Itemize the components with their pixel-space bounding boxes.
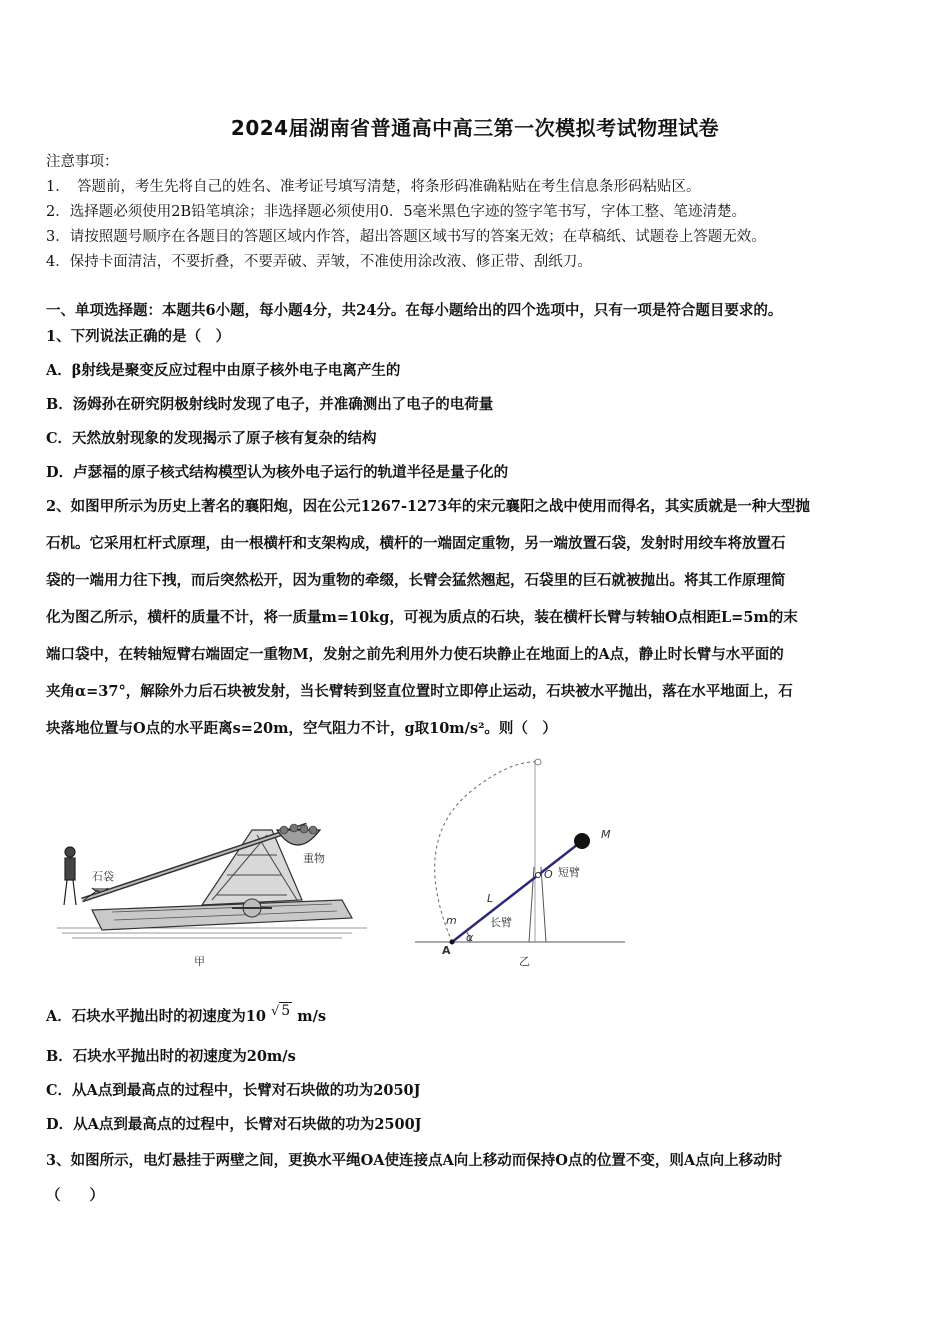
notice-item-1: 1． 答题前，考生先将自己的姓名、准考证号填写清楚，将条形码准确粘贴在考生信息条形码粘贴区。 — [46, 179, 701, 195]
figure-caption-jia: 甲 — [194, 955, 205, 968]
q2-option-b: B．石块水平抛出时的初速度为20m/s — [46, 1048, 296, 1065]
q2-line-5: 端口袋中，在转轴短臂右端固定一重物M，发射之前先利用外力使石块静止在地面上的A点，静止时长臂与水平面的 — [46, 646, 784, 663]
q1-stem: 1、下列说法正确的是（ ） — [46, 328, 231, 345]
notice-heading: 注意事项： — [46, 154, 119, 170]
q1-option-c: C．天然放射现象的发现揭示了原子核有复杂的结构 — [46, 430, 377, 447]
q2-line-6: 夹角α=37°，解除外力后石块被发射，当长臂转到竖直位置时立即停止运动，石块被水平抛出，落在水平地面上，石 — [46, 683, 793, 700]
q2-option-a-text: A．石块水平抛出时的初速度为10 — [46, 1008, 266, 1025]
page-title: 2024届湖南省普通高中高三第一次模拟考试物理试卷 — [230, 116, 720, 140]
q1-option-d: D．卢瑟福的原子核式结构模型认为核外电子运行的轨道半径是量子化的 — [46, 464, 509, 481]
lever-schematic-diagram — [410, 752, 635, 964]
label-M: M — [601, 828, 611, 841]
label-m: m — [446, 914, 457, 927]
sqrt-radicand: 5 — [281, 1003, 291, 1019]
q2-line-2: 石机。它采用杠杆式原理，由一根横杆和支架构成，横杆的一端固定重物，另一端放置石袋，发射时用绞车将放置石 — [46, 535, 786, 552]
figure-caption-yi: 乙 — [519, 955, 530, 968]
q2-option-c: C．从A点到最高点的过程中，长臂对石块做的功为2050J — [46, 1082, 421, 1099]
label-short-arm: 短臂 — [558, 866, 580, 879]
notice-item-4: 4．保持卡面清洁，不要折叠，不要弄破、弄皱，不准使用涂改液、修正带、刮纸刀。 — [46, 254, 592, 270]
label-stone-bag: 石袋 — [92, 870, 114, 883]
label-weight: 重物 — [303, 852, 325, 865]
label-L: L — [487, 892, 494, 905]
q2-line-3: 袋的一端用力往下拽，而后突然松开，因为重物的牵缀，长臂会猛然翘起，石袋里的巨石就被抛出。将其工作原理简 — [46, 572, 786, 589]
label-O: O — [544, 868, 553, 881]
q1-option-b: B．汤姆孙在研究阴极射线时发现了电子，并准确测出了电子的电荷量 — [46, 396, 494, 413]
label-alpha: α — [466, 931, 474, 944]
sqrt-expression: √ 5 — [271, 1003, 291, 1019]
label-A: A — [442, 944, 451, 957]
notice-item-3: 3．请按照题号顺序在各题目的答题区域内作答，超出答题区域书写的答案无效；在草稿纸、试题卷上答题无效。 — [46, 229, 766, 245]
q1-option-a: A．β射线是聚变反应过程中由原子核外电子电离产生的 — [46, 362, 401, 379]
q2-line-7: 块落地位置与O点的水平距离s=20m，空气阻力不计，g取10m/s²。则（ ） — [46, 720, 557, 737]
q3-line-2: （ ） — [46, 1187, 104, 1204]
q2-option-a-unit: m/s — [297, 1008, 327, 1025]
section-heading: 一、单项选择题：本题共6小题，每小题4分，共24分。在每小题给出的四个选项中，只有一项是符合题目要求的。 — [46, 302, 783, 319]
notice-item-2: 2．选择题必须使用2B铅笔填涂；非选择题必须使用0．5毫米黑色字迹的签字笔书写，字体工整、笔迹清楚。 — [46, 204, 747, 220]
q2-option-a — [46, 1001, 906, 1027]
q3-line-1: 3、如图所示，电灯悬挂于两壁之间，更换水平绳OA使连接点A向上移动而保持O点的位置不变，则A点向上移动时 — [46, 1152, 783, 1169]
q2-option-d: D．从A点到最高点的过程中，长臂对石块做的功为2500J — [46, 1116, 422, 1133]
q2-line-4: 化为图乙所示，横杆的质量不计，将一质量m=10kg，可视为质点的石块，装在横杆长臂与转轴O点相距L=5m的末 — [46, 609, 798, 626]
q2-line-1: 2、如图甲所示为历史上著名的襄阳炮，因在公元1267-1273年的宋元襄阳之战中使用而得名，其实质就是一种大型抛 — [46, 498, 810, 515]
label-long-arm: 长臂 — [490, 916, 512, 929]
